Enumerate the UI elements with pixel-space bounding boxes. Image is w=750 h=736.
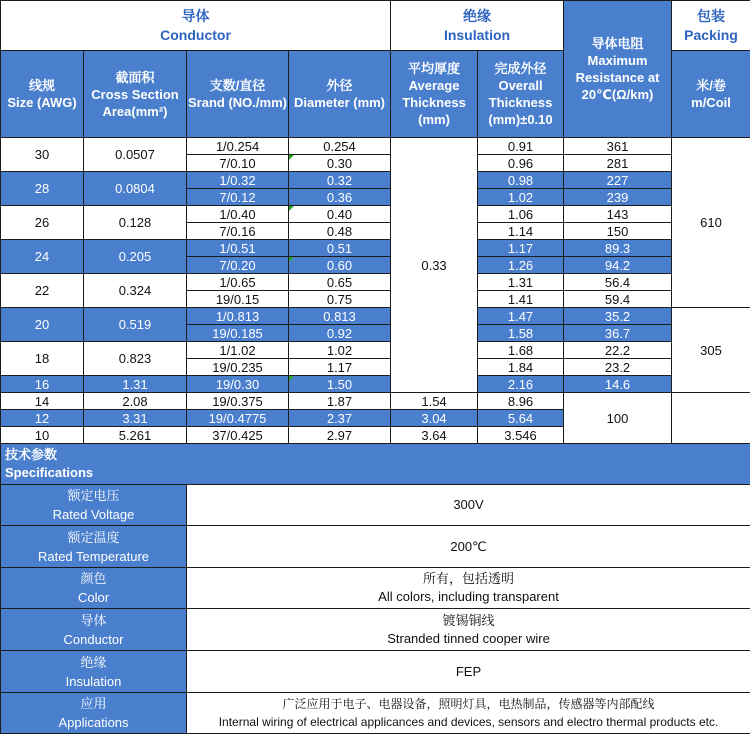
packing-unit-header: 米/卷 m/Coil bbox=[672, 51, 750, 138]
overall-cell: 1.47 bbox=[478, 308, 564, 325]
resistance-cell: 36.7 bbox=[564, 325, 672, 342]
overall-cell: 1.31 bbox=[478, 274, 564, 291]
area-cell: 5.261 bbox=[84, 427, 187, 444]
diameter-cell: 1.17 bbox=[289, 359, 391, 376]
spec-row bbox=[1, 609, 750, 651]
cell-marker bbox=[289, 376, 294, 381]
area-cell: 0.0804 bbox=[84, 172, 187, 206]
diameter-cell: 0.92 bbox=[289, 325, 391, 342]
spec-label-applications: 应用 Applications bbox=[1, 693, 187, 734]
area-cell: 0.205 bbox=[84, 240, 187, 274]
table-row bbox=[1, 308, 750, 325]
awg-cell: 12 bbox=[1, 410, 84, 427]
spec-label-insulation: 绝缘 Insulation bbox=[1, 651, 187, 693]
strand-header: 支数/直径 Srand (NO./mm) bbox=[187, 51, 289, 138]
spec-row bbox=[1, 526, 750, 568]
overall-header: 完成外径 Overall Thickness (mm)±0.10 bbox=[478, 51, 564, 138]
strand-cell: 7/0.10 bbox=[187, 155, 289, 172]
diameter-cell: 0.32 bbox=[289, 172, 391, 189]
diameter-cell: 0.40 bbox=[289, 206, 391, 223]
diameter-cell: 0.51 bbox=[289, 240, 391, 257]
overall-cell: 1.84 bbox=[478, 359, 564, 376]
spec-label-temperature: 额定温度 Rated Temperature bbox=[1, 526, 187, 568]
diameter-cell: 0.75 bbox=[289, 291, 391, 308]
strand-cell: 19/0.30 bbox=[187, 376, 289, 393]
diameter-cell: 0.48 bbox=[289, 223, 391, 240]
overall-cell: 0.96 bbox=[478, 155, 564, 172]
spec-row bbox=[1, 485, 750, 526]
strand-cell: 1/0.65 bbox=[187, 274, 289, 291]
strand-cell: 37/0.425 bbox=[187, 427, 289, 444]
spec-row bbox=[1, 568, 750, 609]
strand-cell: 19/0.375 bbox=[187, 393, 289, 410]
overall-cell: 0.91 bbox=[478, 138, 564, 155]
resistance-cell: 94.2 bbox=[564, 257, 672, 274]
awg-cell: 30 bbox=[1, 138, 84, 172]
area-cell: 1.31 bbox=[84, 376, 187, 393]
spec-label-conductor: 导体 Conductor bbox=[1, 609, 187, 651]
cell-marker bbox=[289, 257, 294, 262]
resistance-cell: 150 bbox=[564, 223, 672, 240]
overall-cell: 1.14 bbox=[478, 223, 564, 240]
awg-cell: 20 bbox=[1, 308, 84, 342]
strand-cell: 1/0.32 bbox=[187, 172, 289, 189]
spec-value-voltage: 300V bbox=[187, 485, 750, 526]
area-cell: 0.519 bbox=[84, 308, 187, 342]
diameter-cell: 0.254 bbox=[289, 138, 391, 155]
resistance-cell: 143 bbox=[564, 206, 672, 223]
packing-cell: 100 bbox=[564, 393, 672, 444]
awg-cell: 16 bbox=[1, 376, 84, 393]
diameter-cell: 0.813 bbox=[289, 308, 391, 325]
overall-cell: 1.17 bbox=[478, 240, 564, 257]
packing-cell: 305 bbox=[672, 308, 750, 393]
resistance-cell: 35.2 bbox=[564, 308, 672, 325]
diameter-cell: 1.87 bbox=[289, 393, 391, 410]
strand-cell: 19/0.235 bbox=[187, 359, 289, 376]
resistance-cell: 14.6 bbox=[564, 376, 672, 393]
overall-cell: 3.64 bbox=[391, 427, 478, 444]
insulation-group-header: 绝缘 Insulation bbox=[391, 1, 564, 51]
overall-cell: 3.04 bbox=[391, 410, 478, 427]
diameter-cell: 1.50 bbox=[289, 376, 391, 393]
resistance-cell: 227 bbox=[564, 172, 672, 189]
diameter-cell: 0.60 bbox=[289, 257, 391, 274]
awg-cell: 10 bbox=[1, 427, 84, 444]
resistance-cell: 8.96 bbox=[478, 393, 564, 410]
spec-value-color: 所有，包括透明 All colors, including transparent bbox=[187, 568, 750, 609]
diameter-cell: 0.36 bbox=[289, 189, 391, 206]
cell-marker bbox=[289, 206, 294, 211]
strand-cell: 19/0.185 bbox=[187, 325, 289, 342]
awg-cell: 24 bbox=[1, 240, 84, 274]
spec-value-conductor: 镀锡铜线 Stranded tinned cooper wire bbox=[187, 609, 750, 651]
overall-cell: 1.02 bbox=[478, 189, 564, 206]
area-cell: 0.823 bbox=[84, 342, 187, 376]
packing-group-header: 包装 Packing bbox=[672, 1, 750, 51]
resistance-cell: 5.64 bbox=[478, 410, 564, 427]
awg-cell: 22 bbox=[1, 274, 84, 308]
spec-row bbox=[1, 693, 750, 734]
strand-cell: 7/0.12 bbox=[187, 189, 289, 206]
overall-cell: 2.16 bbox=[478, 376, 564, 393]
overall-cell: 0.98 bbox=[478, 172, 564, 189]
area-header: 截面积 Cross Section Area(mm²) bbox=[84, 51, 187, 138]
spec-label-voltage: 额定电压 Rated Voltage bbox=[1, 485, 187, 526]
strand-cell: 1/0.40 bbox=[187, 206, 289, 223]
awg-cell: 28 bbox=[1, 172, 84, 206]
spec-value-temperature: 200℃ bbox=[187, 526, 750, 568]
resistance-cell: 59.4 bbox=[564, 291, 672, 308]
strand-cell: 1/0.254 bbox=[187, 138, 289, 155]
strand-cell: 7/0.16 bbox=[187, 223, 289, 240]
specs-title: 技术参数 Specifications bbox=[1, 444, 750, 485]
resistance-cell: 89.3 bbox=[564, 240, 672, 257]
overall-cell: 1.54 bbox=[391, 393, 478, 410]
resistance-cell: 3.546 bbox=[478, 427, 564, 444]
strand-cell: 7/0.20 bbox=[187, 257, 289, 274]
diameter-cell: 2.97 bbox=[289, 427, 391, 444]
diameter-cell: 1.02 bbox=[289, 342, 391, 359]
area-cell: 0.0507 bbox=[84, 138, 187, 172]
overall-cell: 1.68 bbox=[478, 342, 564, 359]
packing-cell: 610 bbox=[672, 138, 750, 308]
spec-row bbox=[1, 651, 750, 693]
area-cell: 2.08 bbox=[84, 393, 187, 410]
awg-cell: 18 bbox=[1, 342, 84, 376]
table-row bbox=[1, 240, 750, 257]
strand-cell: 1/0.813 bbox=[187, 308, 289, 325]
overall-cell: 1.58 bbox=[478, 325, 564, 342]
strand-cell: 19/0.4775 bbox=[187, 410, 289, 427]
area-cell: 3.31 bbox=[84, 410, 187, 427]
table-row bbox=[1, 342, 750, 359]
diameter-cell: 2.37 bbox=[289, 410, 391, 427]
spec-value-applications: 广泛应用于电子、电器设备，照明灯具，电热制品，传感器等内部配线 Internal wiring of electrical applicances and devices, sensors and electro thermal products etc. bbox=[187, 693, 750, 734]
table-row bbox=[1, 274, 750, 291]
avg-thickness-header: 平均厚度 Average Thickness (mm) bbox=[391, 51, 478, 138]
awg-cell: 14 bbox=[1, 393, 84, 410]
area-cell: 0.324 bbox=[84, 274, 187, 308]
resistance-header: 导体电阻 Maximum Resistance at 20℃(Ω/km) bbox=[564, 1, 672, 138]
avg-thickness-cell: 0.33 bbox=[391, 138, 478, 393]
cell-marker bbox=[289, 155, 294, 160]
diameter-cell: 0.30 bbox=[289, 155, 391, 172]
strand-cell: 1/0.51 bbox=[187, 240, 289, 257]
strand-cell: 1/1.02 bbox=[187, 342, 289, 359]
spec-value-insulation: FEP bbox=[187, 651, 750, 693]
diameter-header: 外径 Diameter (mm) bbox=[289, 51, 391, 138]
conductor-group-header: 导体 Conductor bbox=[1, 1, 391, 51]
resistance-cell: 23.2 bbox=[564, 359, 672, 376]
overall-cell: 1.06 bbox=[478, 206, 564, 223]
size-header: 线规 Size (AWG) bbox=[1, 51, 84, 138]
diameter-cell: 0.65 bbox=[289, 274, 391, 291]
resistance-cell: 22.2 bbox=[564, 342, 672, 359]
resistance-cell: 281 bbox=[564, 155, 672, 172]
table-row bbox=[1, 138, 750, 155]
awg-cell: 26 bbox=[1, 206, 84, 240]
spec-label-color: 颜色 Color bbox=[1, 568, 187, 609]
specs-title-row bbox=[1, 444, 750, 485]
resistance-cell: 361 bbox=[564, 138, 672, 155]
table-row bbox=[1, 376, 750, 393]
table-row bbox=[1, 206, 750, 223]
resistance-cell: 239 bbox=[564, 189, 672, 206]
strand-cell: 19/0.15 bbox=[187, 291, 289, 308]
table-row bbox=[1, 393, 750, 410]
resistance-cell: 56.4 bbox=[564, 274, 672, 291]
table-row bbox=[1, 172, 750, 189]
overall-cell: 1.26 bbox=[478, 257, 564, 274]
overall-cell: 1.41 bbox=[478, 291, 564, 308]
area-cell: 0.128 bbox=[84, 206, 187, 240]
